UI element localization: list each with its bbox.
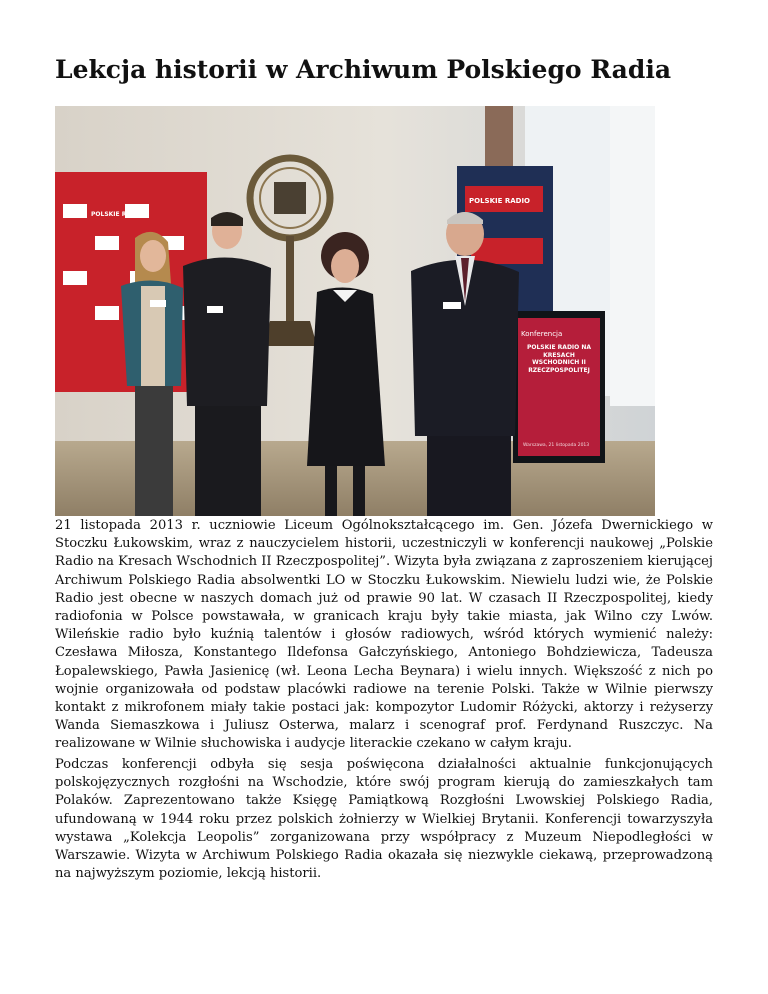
blue-banner-logo-text: POLSKIE RADIO [469,197,531,205]
article-title: Lekcja historii w Archiwum Polskiego Radia [55,55,672,84]
poster-label: Konferencja [521,330,563,338]
banner-logo-text: POLSKIE RADIO [91,211,144,218]
poster-date: Warszawa, 21 listopada 2013 [523,443,590,448]
article-paragraph: Podczas konferencji odbyła się sesja poświęcona działalności aktualnie funkcjonujących polskojęzycznych rozgłośni na Wschodzie, które swój program kierują do zamieszkałych tam Polaków. Zaprezentowano także Księgę Pamiątkową Rozgłośni Lwowskiej Polskiego Radia, ufundowaną w 1944 roku przez polskich żołnierzy w Wielkiej Brytanii. Konferencji towarzyszyła wystawa „Kolekcja Leopolis” zorganizowana przy współpracy z Muzeum Niepodległości w Warszawie. Wizyta w Archiwum Polskiego Radia okazała się niezwykle ciekawą, przeprowadzoną na najwyższym poziomie, lekcją historii. [55,757,713,882]
conference-poster [513,311,605,463]
article-paragraph: 21 listopada 2013 r. uczniowie Liceum Ogólnokształcącego im. Gen. Józefa Dwernickiego w Stoczku Łukowskim, wraz z nauczycielem historii, uczestniczyli w konferencji naukowej „Polskie Radio na Kresach Wschodnich II Rzeczpospolitej”. Wizyta była związana z zaproszeniem kierującej Archiwum Polskiego Radia absolwentki LO w Stoczku Łukowskim. Niewielu ludzi wie, że Polskie Radio jest obecne w naszych domach już od prawie 90 lat. W czasach II Rzeczpospolitej, kiedy radiofonia w Polsce powstawała, w granicach kraju były takie miasta, jak Wilno czy Lwów. Wileńskie radio było kuźnią talentów i głosów radiowych, wśród których wymienić należy: Czesława Miłosza, Konstantego Ildefonsa Gałczyńskiego, Antoniego Bohdziewicza, Tadeusza Łopalewskiego, Pawła Jasienicę (wł. Leona Lecha Beynara) i wielu innych. Większość z nich po wojnie organizowała od podstaw placówki radiowe na terenie Polski. Także w Wilnie pierwszy kontakt z mikrofonem miały takie postaci jak: kompozytor Ludomir Różycki, aktorzy i reżyserzy Wanda Siemaszkowa i Juliusz Osterwa, malarz i scenograf prof. Ferdynand Ruszczyc. Na realizowane w Wilnie słuchowiska i audycje literackie czekano w całym kraju. [55,518,713,752]
poster-title: POLSKIE RADIO NA KRESACH WSCHODNICH II RZECZPOSPOLITEJ [526,344,592,374]
conference-photo [55,106,655,516]
